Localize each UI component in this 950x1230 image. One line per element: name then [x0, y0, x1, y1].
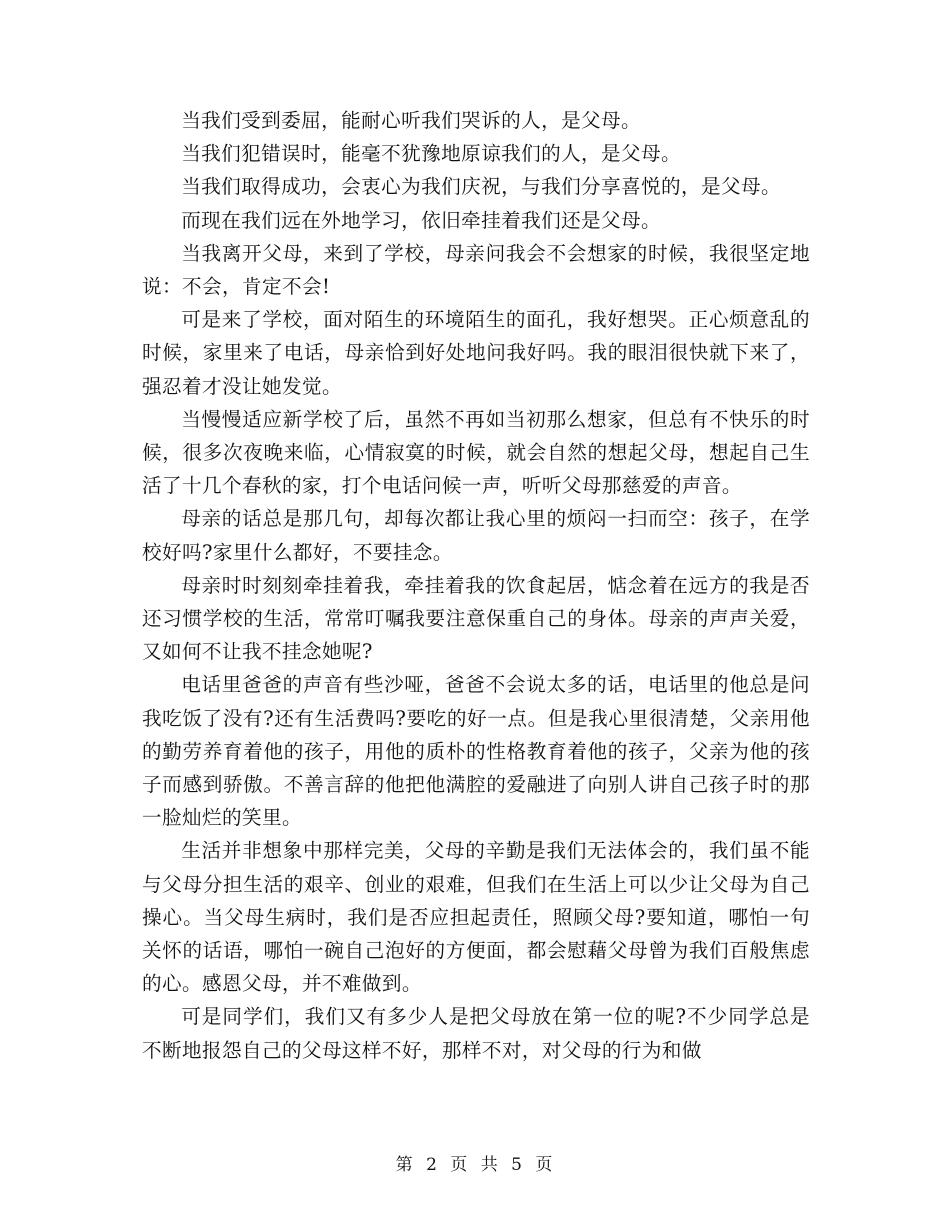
- paragraph-7: 当慢慢适应新学校了后，虽然不再如当初那么想家，但总有不快乐的时候，很多次夜晚来临，心情寂寞的时候，就会自然的想起父母，想起自己生活了十几个春秋的家，打个电话问候一声，听听父母那慈爱的声音。: [142, 407, 810, 498]
- paragraph-2: 当我们犯错误时，能毫不犹豫地原谅我们的人，是父母。: [181, 142, 682, 166]
- paragraph-5: 当我离开父母，来到了学校，母亲问我会不会想家的时候，我很坚定地说：不会，肯定不会!: [142, 241, 810, 299]
- paragraph-10: 电话里爸爸的声音有些沙哑，爸爸不会说太多的话，电话里的他总是问我吃饭了没有?还有生活费吗?要吃的好一点。但是我心里很清楚，父亲用他的勤劳养育着他的孩子，用他的质朴的性格教育着他的孩子，父亲为他的孩子而感到骄傲。不善言辞的他把他满腔的爱融进了向别人讲自己孩子时的那一脸灿烂的笑里。: [142, 673, 810, 830]
- paragraph-1: 当我们受到委屈，能耐心听我们哭诉的人，是父母。: [181, 109, 642, 132]
- paragraph-8: 母亲的话总是那几句，却每次都让我心里的烦闷一扫而空：孩子，在学校好吗?家里什么都好，不要挂念。: [142, 507, 810, 564]
- paragraph-3: 当我们取得成功，会衷心为我们庆祝，与我们分享喜悦的，是父母。: [181, 175, 781, 199]
- paragraph-4: 而现在我们远在外地学习，依旧牵挂着我们还是父母。: [181, 208, 662, 232]
- paragraph-12: 可是同学们，我们又有多少人是把父母放在第一位的呢?不少同学总是不断地报怨自己的父母这样不好，那样不对，对父母的行为和做: [142, 1005, 810, 1062]
- document-body: [142, 104, 810, 1067]
- paragraph-6: 可是来了学校，面对陌生的环境陌生的面孔，我好想哭。正心烦意乱的时候，家里来了电话，母亲恰到好处地问我好吗。我的眼泪很快就下来了，强忍着才没让她发觉。: [142, 308, 810, 398]
- paragraph-9: 母亲时时刻刻牵挂着我，牵挂着我的饮食起居，惦念着在远方的我是否还习惯学校的生活，常常叮嘱我要注意保重自己的身体。母亲的声声关爱，又如何不让我不挂念她呢?: [142, 573, 810, 664]
- paragraph-11: 生活并非想象中那样完美，父母的辛勤是我们无法体会的，我们虽不能与父母分担生活的艰辛、创业的艰难，但我们在生活上可以少让父母为自己操心。当父母生病时，我们是否应担起责任，照顾父母?要知道，哪怕一句关怀的话语，哪怕一碗自己泡好的方便面，都会慰藉父母曾为我们百般焦虑的心。感恩父母，并不难做到。: [142, 839, 810, 996]
- page-footer: 第 2 页 共 5 页: [395, 1155, 555, 1175]
